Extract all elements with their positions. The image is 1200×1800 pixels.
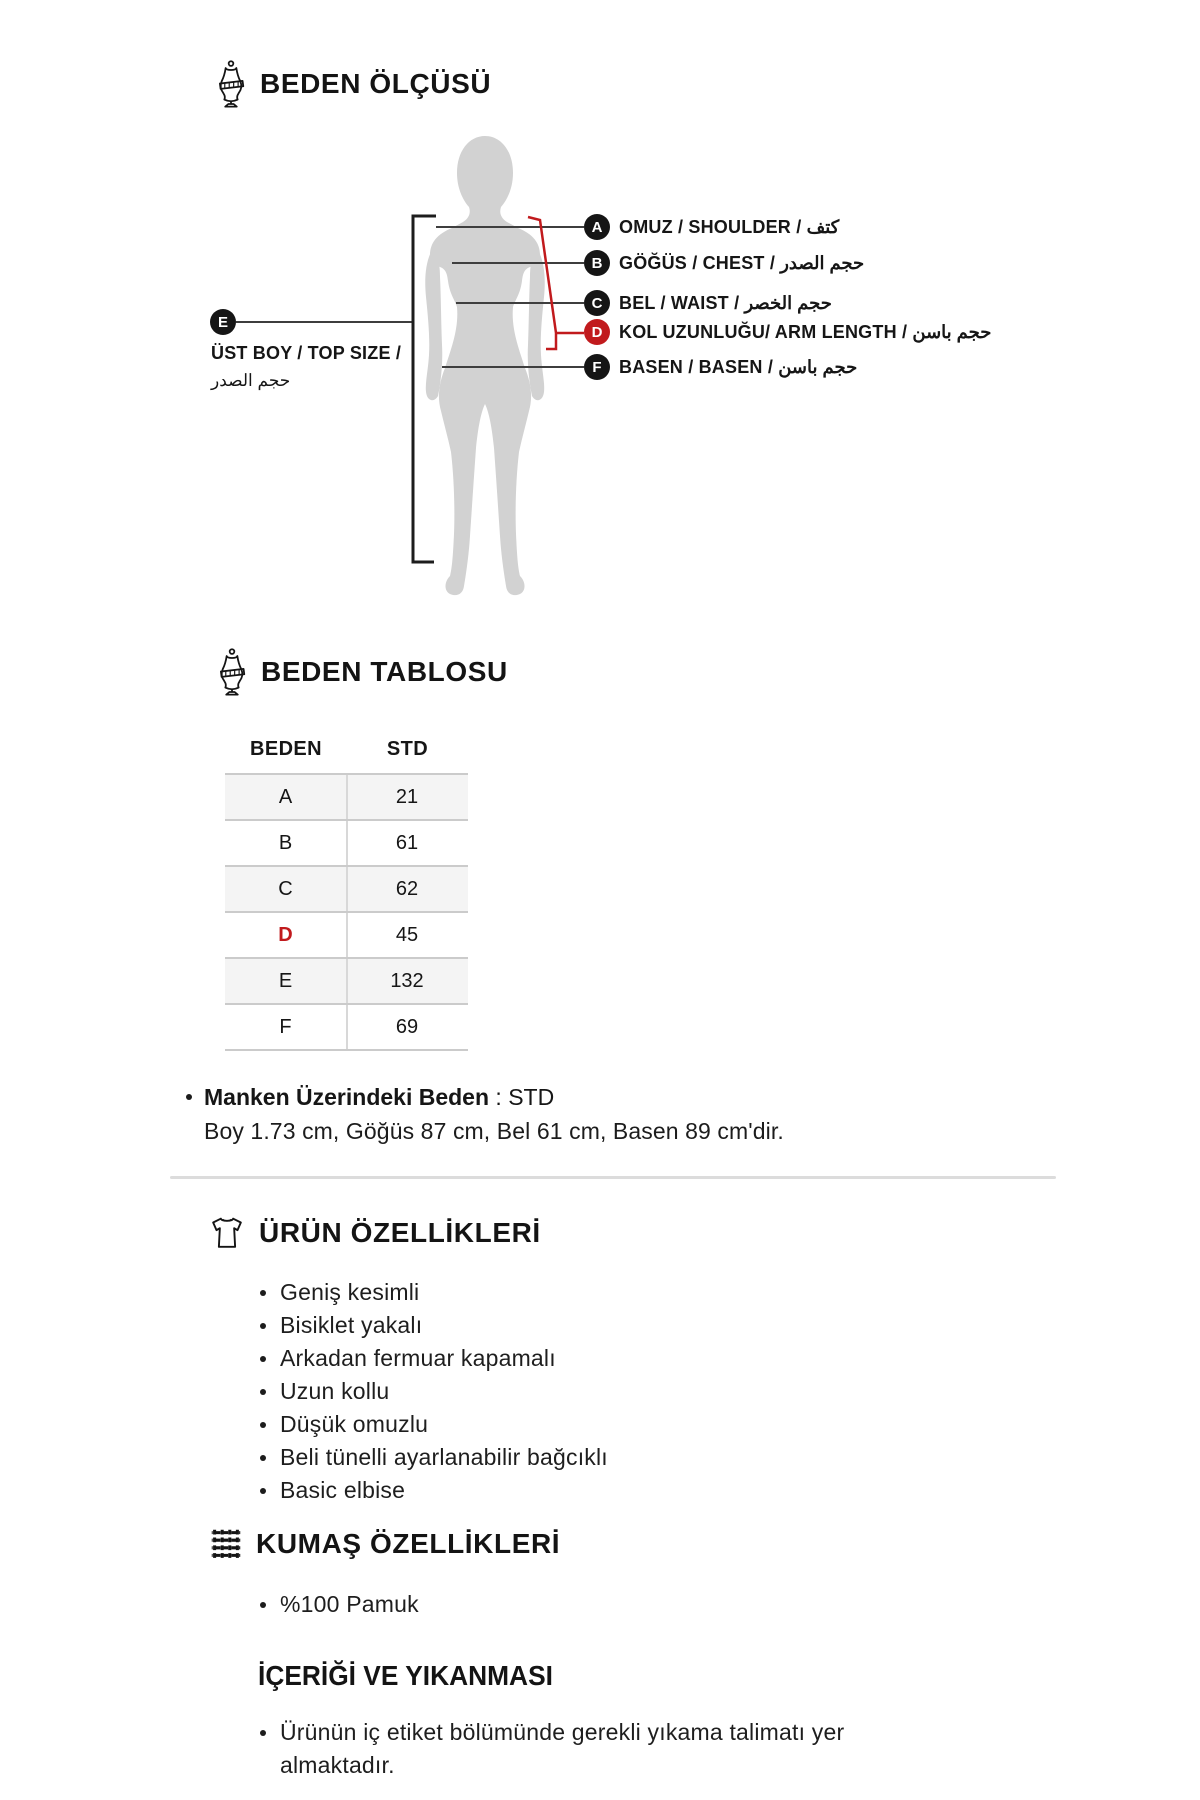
- row-value: 21: [346, 775, 466, 819]
- size-table-body: [225, 773, 468, 1051]
- size-table-title: BEDEN TABLOSU: [261, 656, 508, 687]
- size-measure-heading: [213, 60, 491, 108]
- fabric-features-heading: [207, 1524, 560, 1564]
- label-text-arm-length: KOL UZUNLUĞU/ ARM LENGTH / حجم باسن: [619, 321, 992, 342]
- section-divider: [170, 1176, 1056, 1179]
- label-letter-d: D: [584, 319, 610, 345]
- label-text-basen: BASEN / BASEN / حجم باسن: [619, 356, 858, 377]
- size-measure-title: BEDEN ÖLÇÜSÜ: [260, 68, 492, 99]
- table-row: [225, 913, 468, 959]
- label-arm-length: [584, 319, 991, 345]
- dress-form-icon: [213, 60, 249, 108]
- feature-item: Beli tünelli ayarlanabilir bağcıklı: [258, 1441, 608, 1474]
- row-label: F: [279, 1015, 292, 1038]
- table-row: [225, 775, 468, 821]
- feature-item: Bisiklet yakalı: [258, 1309, 608, 1342]
- label-letter-b: B: [584, 250, 610, 276]
- row-value: 45: [346, 913, 466, 957]
- col-beden: BEDEN: [249, 738, 322, 760]
- size-table-heading: [214, 648, 508, 696]
- care-list: [258, 1716, 883, 1782]
- label-text-top-size-arabic: حجم الصدر: [211, 371, 291, 390]
- row-value: 61: [346, 821, 466, 865]
- label-chest: [584, 250, 864, 276]
- mannequin-note-line1: [204, 1084, 554, 1111]
- label-text-shoulder: OMUZ / SHOULDER / كتف: [619, 216, 840, 237]
- row-value: 62: [346, 867, 466, 911]
- label-text-waist: BEL / WAIST / حجم الخصر: [619, 292, 832, 313]
- product-features-title: ÜRÜN ÖZELLİKLERİ: [259, 1217, 541, 1248]
- feature-item: Arkadan fermuar kapamalı: [258, 1342, 608, 1375]
- label-letter-c: C: [584, 290, 610, 316]
- care-item: Ürünün iç etiket bölümünde gerekli yıkama talimatı yer almaktadır.: [258, 1716, 883, 1782]
- label-letter-f: F: [584, 354, 610, 380]
- fabric-item: %100 Pamuk: [258, 1588, 419, 1621]
- row-label: A: [278, 785, 293, 808]
- fabric-list: [258, 1588, 419, 1621]
- mannequin-note-rest: : STD: [489, 1084, 555, 1110]
- label-basen: [584, 354, 857, 380]
- dress-form-icon: [214, 648, 250, 696]
- product-features-list: [258, 1276, 608, 1507]
- feature-item: Düşük omuzlu: [258, 1408, 608, 1441]
- label-text-top-size: ÜST BOY / TOP SIZE /: [211, 343, 402, 363]
- table-row: [225, 867, 468, 913]
- bullet-dot: [186, 1094, 192, 1100]
- row-label-highlight: D: [278, 923, 293, 946]
- fabric-weave-icon: [207, 1524, 245, 1564]
- tshirt-icon: [206, 1212, 248, 1254]
- feature-item: Uzun kollu: [258, 1375, 608, 1408]
- label-waist: [584, 290, 832, 316]
- table-row: [225, 821, 468, 867]
- row-label: C: [278, 877, 293, 900]
- label-shoulder: [584, 214, 839, 240]
- table-row: [225, 959, 468, 1005]
- mannequin-note-bold: Manken Üzerindeki Beden: [204, 1084, 490, 1110]
- row-value: 132: [346, 959, 466, 1003]
- fabric-features-title: KUMAŞ ÖZELLİKLERİ: [256, 1528, 561, 1559]
- arm-length-red-line: [528, 217, 584, 349]
- body-silhouette-figure: [425, 136, 545, 595]
- feature-item: Basic elbise: [258, 1474, 608, 1507]
- mannequin-size-note: [186, 1084, 554, 1111]
- product-features-heading: [206, 1212, 541, 1254]
- label-text-chest: GÖĞÜS / CHEST / حجم الصدر: [619, 252, 865, 273]
- row-label: E: [278, 969, 293, 992]
- size-table: [225, 738, 468, 1051]
- row-label: B: [278, 831, 293, 854]
- mannequin-measurements: Boy 1.73 cm, Göğüs 87 cm, Bel 61 cm, Basen 89 cm'dir.: [204, 1118, 784, 1144]
- care-title: İÇERİĞİ VE YIKANMASI: [258, 1660, 553, 1691]
- col-std: STD: [386, 738, 429, 760]
- label-letter-a: A: [584, 214, 610, 240]
- label-letter-e: E: [210, 309, 236, 335]
- row-value: 69: [346, 1005, 466, 1049]
- top-size-bracket: [413, 216, 436, 562]
- feature-item: Geniş kesimli: [258, 1276, 608, 1309]
- table-row: [225, 1005, 468, 1049]
- size-table-header: [225, 738, 468, 761]
